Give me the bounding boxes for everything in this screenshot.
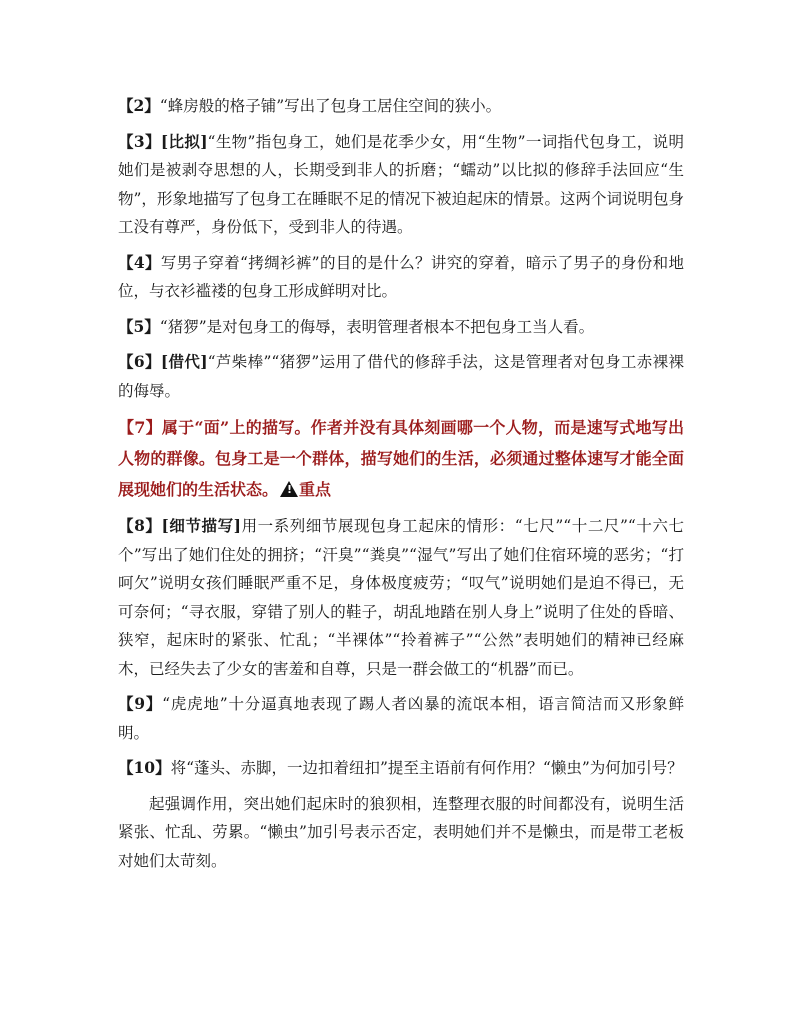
note-number: 【4】 bbox=[118, 252, 161, 272]
document-page bbox=[118, 92, 684, 875]
note-text: “虎虎地”十分逼真地表现了踢人者凶暴的流氓本相，语言简洁而又形象鲜明。 bbox=[118, 695, 684, 742]
note-number: 【8】 bbox=[118, 516, 162, 535]
note-text: “蜂房般的格子铺”写出了包身工居住空间的狭小。 bbox=[159, 97, 502, 115]
note-text: “生物”指包身工，她们是花季少女，用“生物”一词指代包身工，说明她们是被剥夺思想的人，长期受到非人的折磨；“蠕动”以比拟的修辞手法回应“生物”，形象地描写了包身工在睡眠不足的情况下被迫起床的情景。这两个词说明包身工没有尊严，身份低下，受到非人的待遇。 bbox=[118, 132, 684, 236]
key-point-badge: 重点 bbox=[299, 480, 332, 499]
note-number: 【2】 bbox=[118, 96, 160, 115]
note-tag: [比拟] bbox=[160, 131, 208, 151]
note-text: “猪猡”是对包身工的侮辱，表明管理者根本不把包身工当人看。 bbox=[159, 317, 595, 336]
note-9 bbox=[118, 690, 684, 747]
note-6 bbox=[118, 348, 684, 405]
note-number: 【6】 bbox=[118, 352, 161, 371]
note-2 bbox=[118, 92, 684, 121]
note-8 bbox=[118, 512, 684, 683]
note-text: 属于“面”上的描写。作者并没有具体刻画哪一个人物，而是速写式地写出人物的群像。包身工是一个群体，描写她们的生活，必须通过整体速写才能全面展现她们的生活状态。 bbox=[118, 418, 684, 499]
note-number: 【7】 bbox=[118, 418, 162, 437]
note-number: 【10】 bbox=[118, 758, 171, 777]
note-text: 用一系列细节展现包身工起床的情形：“七尺”“十二尺”“十六七个”写出了她们住处的拥挤；“汗臭”“粪臭”“湿气”写出了她们住宿环境的恶劣；“打呵欠”说明女孩们睡眠严重不足，身体极度疲劳；“叹气”说明她们是迫不得已，无可奈何；“寻衣服，穿错了别人的鞋子，胡乱地踏在别人身上”说明了住处的昏暗、狭窄，起床时的紧张、忙乱；“半裸体”“拎着裤子”“公然”表明她们的精神已经麻木，已经失去了少女的害羞和自尊，只是一群会做工的“机器”而已。 bbox=[118, 517, 685, 678]
note-tag: [细节描写] bbox=[161, 516, 242, 535]
note-text: 将“蓬头、赤脚，一边扣着纽扣”提至主语前有何作用？“懒虫”为何加引号？ bbox=[170, 759, 683, 777]
note-4 bbox=[118, 249, 684, 306]
note-5 bbox=[118, 313, 684, 342]
note-tag: [借代] bbox=[160, 352, 208, 371]
note-number: 【9】 bbox=[118, 694, 163, 713]
warning-icon bbox=[280, 481, 298, 497]
note-text: 写男子穿着“拷绸衫裤”的目的是什么？讲究的穿着，暗示了男子的身份和地位，与衣衫褴褛的包身工形成鲜明对比。 bbox=[118, 253, 684, 300]
note-10-question bbox=[118, 754, 684, 783]
note-text: “芦柴棒”“猪猡”运用了借代的修辞手法，这是管理者对包身工赤裸裸的侮辱。 bbox=[118, 353, 684, 400]
note-number: 【5】 bbox=[118, 316, 160, 336]
note-number: 【3】 bbox=[118, 131, 161, 151]
note-3 bbox=[118, 128, 684, 242]
note-7 bbox=[118, 412, 684, 505]
note-10-answer: 起强调作用，突出她们起床时的狼狈相，连整理衣服的时间都没有，说明生活紧张、忙乱、劳累。“懒虫”加引号表示否定，表明她们并不是懒虫，而是带工老板对她们太苛刻。 bbox=[118, 794, 684, 870]
